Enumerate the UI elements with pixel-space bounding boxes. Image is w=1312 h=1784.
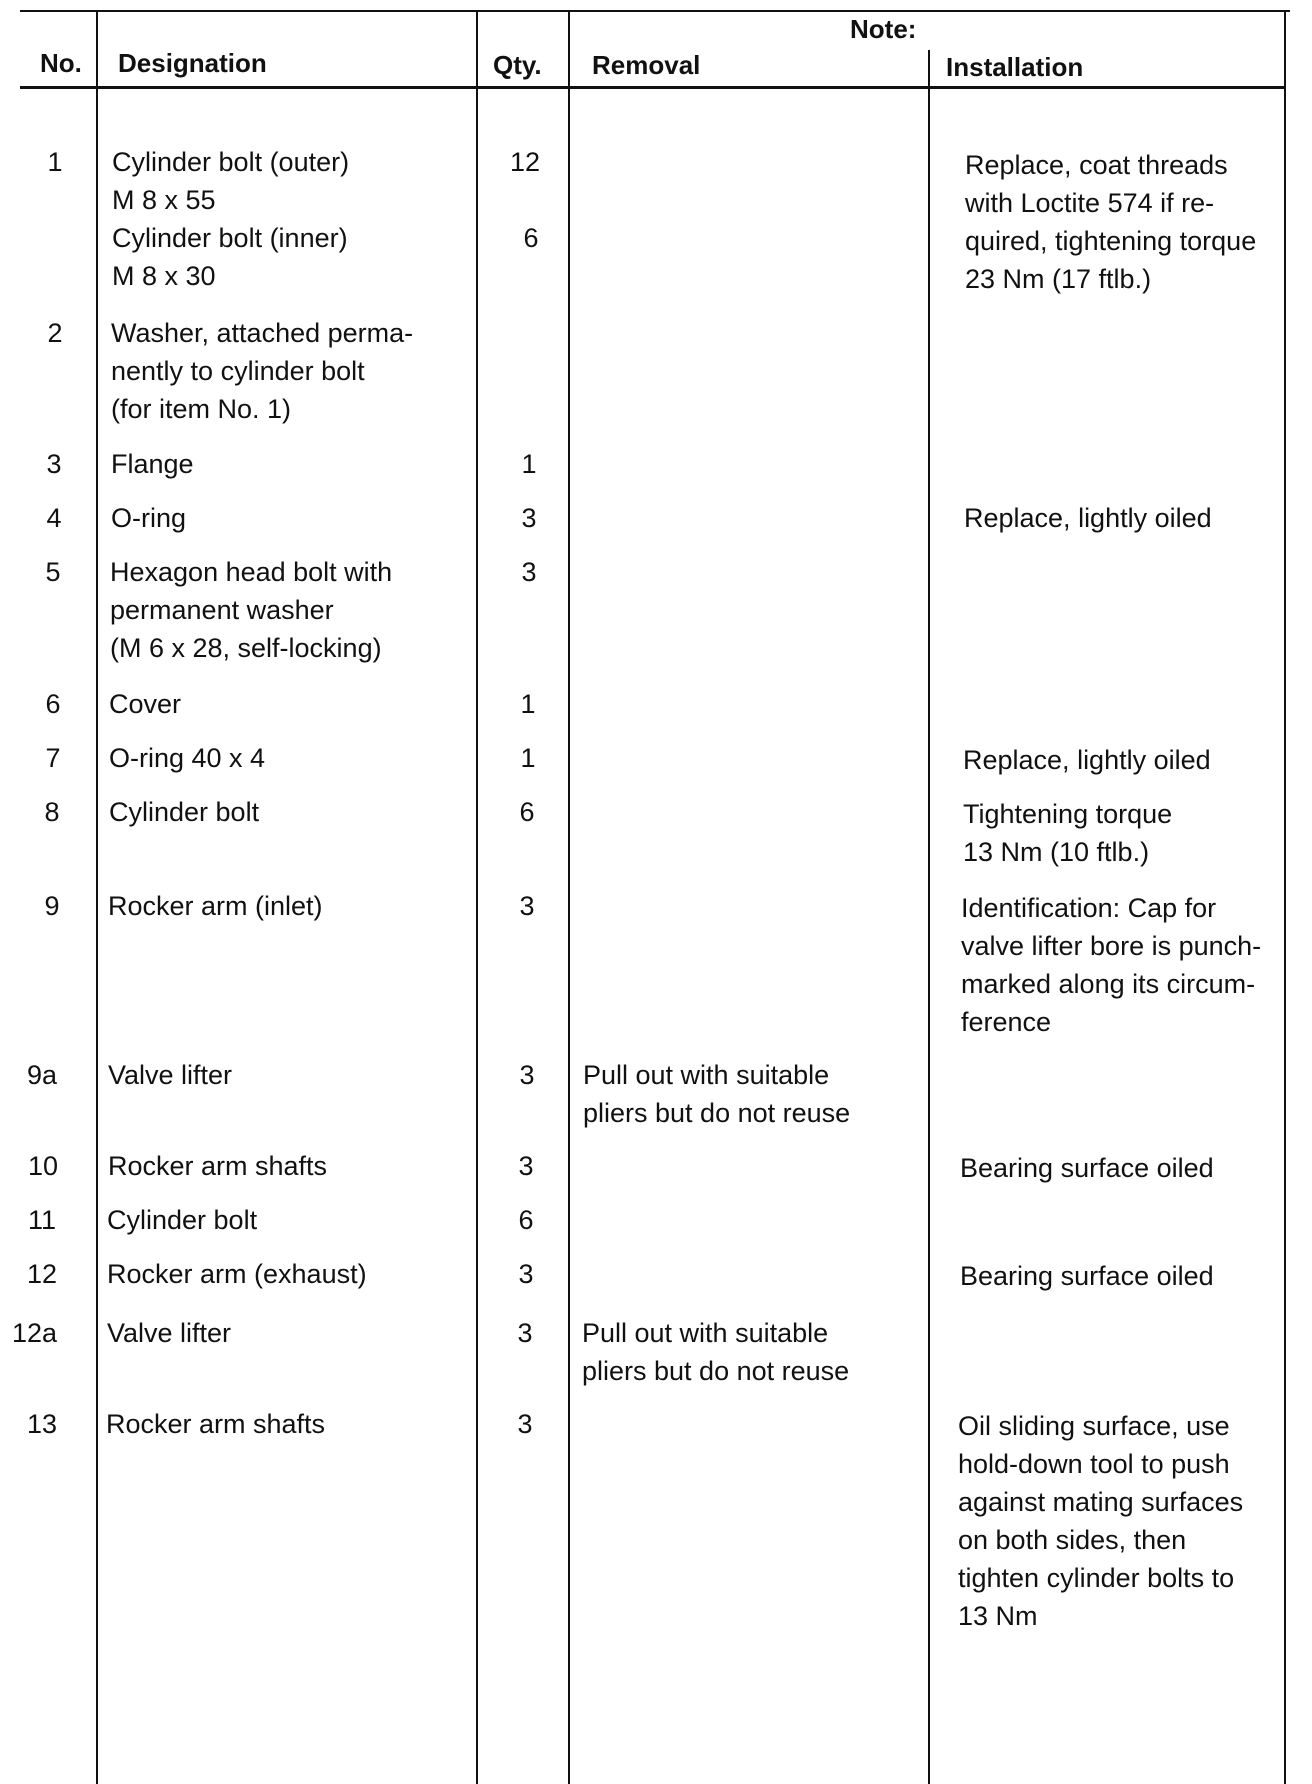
row-8-designation: Cylinder bolt xyxy=(109,797,260,827)
row-12-installation: Bearing surface oiled xyxy=(960,1261,1214,1291)
right-border xyxy=(1284,10,1286,1784)
row-10-no: 10 xyxy=(27,1151,59,1181)
row-8-qty: 6 xyxy=(519,797,535,827)
row-7-no: 7 xyxy=(45,743,61,773)
row-13-designation: Rocker arm shafts xyxy=(106,1409,326,1439)
row-6-qty: 1 xyxy=(520,689,536,719)
row-1b-designation: Cylinder bolt (inner) M 8 x 30 xyxy=(112,223,348,291)
row-6-designation: Cover xyxy=(109,689,182,719)
row-1-no: 1 xyxy=(47,147,63,177)
row-5-qty: 3 xyxy=(521,557,537,587)
row-6-no: 6 xyxy=(45,689,61,719)
header-no: No. xyxy=(40,48,82,78)
row-12-no: 12 xyxy=(26,1259,58,1289)
row-9a-qty: 3 xyxy=(519,1060,535,1090)
row-8-installation: Tightening torque 13 Nm (10 ftlb.) xyxy=(963,799,1173,867)
row-4-installation: Replace, lightly oiled xyxy=(964,503,1212,533)
row-11-no: 11 xyxy=(27,1205,57,1235)
header-note: Note: xyxy=(850,14,917,44)
top-rule xyxy=(20,10,1290,12)
row-2-no: 2 xyxy=(47,318,63,348)
row-1b-qty: 6 xyxy=(523,223,539,253)
header-removal: Removal xyxy=(592,50,701,80)
row-7-designation: O-ring 40 x 4 xyxy=(109,743,266,773)
row-11-designation: Cylinder bolt xyxy=(107,1205,258,1235)
header-rule xyxy=(20,86,1285,89)
row-4-qty: 3 xyxy=(521,503,537,533)
row-9a-removal: Pull out with suitable pliers but do not reuse xyxy=(583,1060,851,1128)
row-9a-no: 9a xyxy=(26,1060,58,1090)
row-9a-designation: Valve lifter xyxy=(108,1060,233,1090)
row-10-qty: 3 xyxy=(518,1151,534,1181)
header-installation: Installation xyxy=(946,52,1084,82)
row-12-designation: Rocker arm (exhaust) xyxy=(107,1259,367,1289)
row-13-no: 13 xyxy=(26,1409,58,1439)
col-divider-2 xyxy=(476,10,478,1784)
row-12a-qty: 3 xyxy=(517,1318,533,1348)
row-12a-designation: Valve lifter xyxy=(107,1318,232,1348)
row-12a-removal: Pull out with suitable pliers but do not reuse xyxy=(582,1318,850,1386)
row-9-designation: Rocker arm (inlet) xyxy=(108,891,323,921)
row-10-designation: Rocker arm shafts xyxy=(108,1151,328,1181)
row-2-designation: Washer, attached perma- nently to cylinder bolt (for item No. 1) xyxy=(111,318,414,424)
row-13-qty: 3 xyxy=(517,1409,533,1439)
row-12-qty: 3 xyxy=(518,1259,534,1289)
row-10-installation: Bearing surface oiled xyxy=(960,1153,1214,1183)
col-divider-3 xyxy=(568,10,570,1784)
row-5-no: 5 xyxy=(45,557,61,587)
row-1-designation: Cylinder bolt (outer) M 8 x 55 xyxy=(112,147,350,215)
row-3-designation: Flange xyxy=(111,449,194,479)
col-divider-4 xyxy=(928,50,930,1784)
row-4-designation: O-ring xyxy=(111,503,187,533)
row-7-installation: Replace, lightly oiled xyxy=(963,745,1211,775)
row-3-no: 3 xyxy=(46,449,62,479)
header-qty: Qty. xyxy=(493,50,542,80)
row-9-qty: 3 xyxy=(519,891,535,921)
row-13-installation: Oil sliding surface, use hold-down tool to push against mating surfaces on both sides, then tighten cylinder bolts to 13 Nm xyxy=(958,1411,1244,1631)
row-1-installation: Replace, coat threads with Loctite 574 if re- quired, tightening torque 23 Nm (17 ftlb.) xyxy=(965,150,1257,294)
row-12a-no: 12a xyxy=(12,1318,58,1348)
row-9-installation: Identification: Cap for valve lifter bore is punch- marked along its circum- ference xyxy=(961,893,1262,1037)
header-designation: Designation xyxy=(118,48,267,78)
row-5-designation: Hexagon head bolt with permanent washer (M 6 x 28, self-locking) xyxy=(110,557,393,663)
row-8-no: 8 xyxy=(44,797,60,827)
row-7-qty: 1 xyxy=(520,743,536,773)
row-3-qty: 1 xyxy=(521,449,537,479)
row-4-no: 4 xyxy=(46,503,62,533)
row-11-qty: 6 xyxy=(518,1205,534,1235)
row-1-qty: 12 xyxy=(509,147,541,177)
row-9-no: 9 xyxy=(44,891,60,921)
